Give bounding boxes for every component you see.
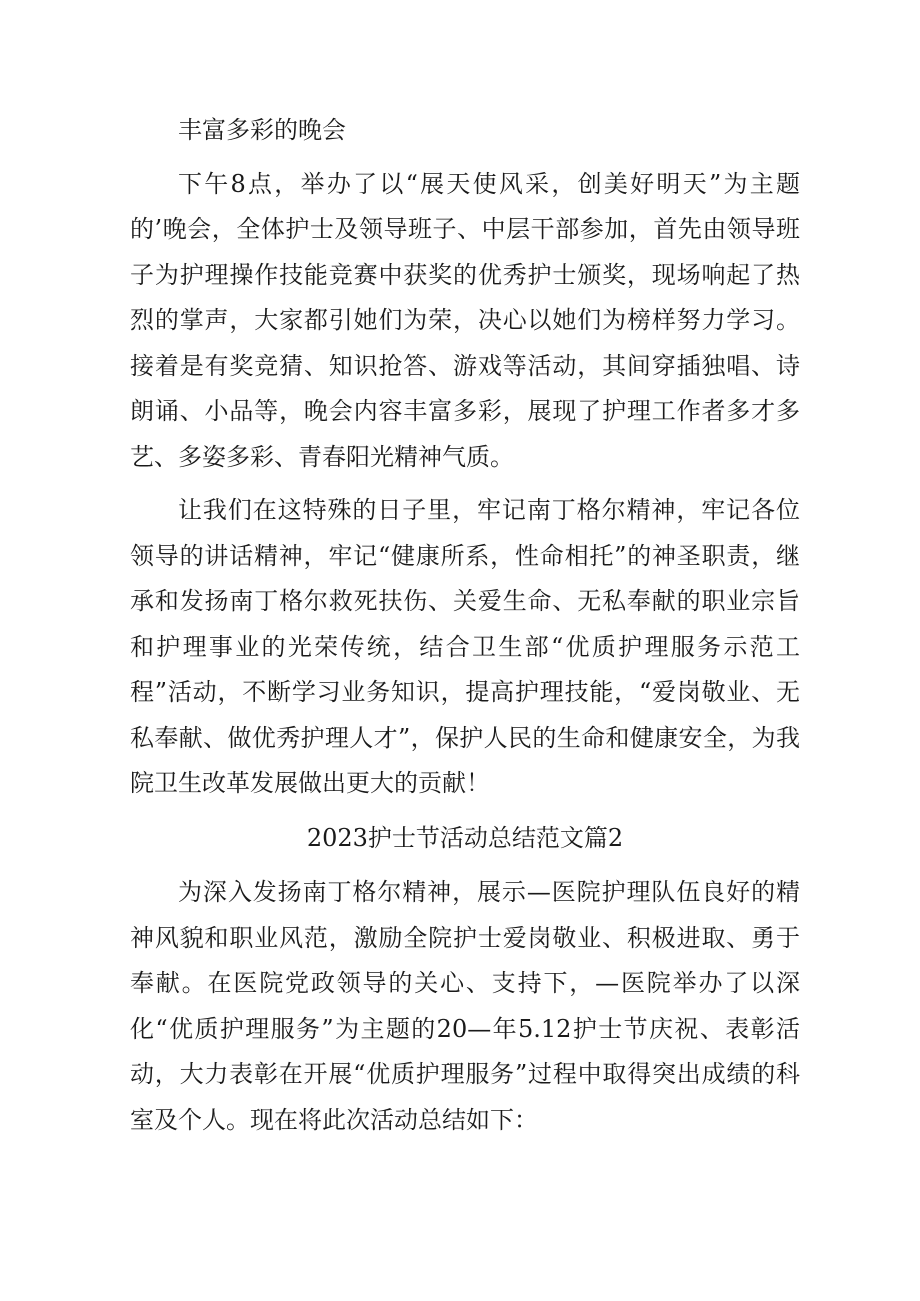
section-title: 2023护士节活动总结范文篇2 [306, 823, 624, 852]
paragraph-closing: 让我们在这特殊的日子里，牢记南丁格尔精神，牢记各位领导的讲话精神，牢记“健康所系，性命相托”的神圣职责，继承和发扬南丁格尔救死扶伤、关爱生命、无私奉献的职业宗旨和护理事业的光荣传统，结合卫生部“优质护理服务示范工程”活动，不断学习业务知识，提高护理技能，“爱岗敬业、无私奉献、做优秀护理人才”，保护人民的生命和健康安全，为我院卫生改革发展做出更大的贡献！ [130, 496, 800, 797]
paragraph-intro-section-2: 为深入发扬南丁格尔精神，展示—医院护理队伍良好的精神风貌和职业风范，激励全院护士爱岗敬业、积极进取、勇于奉献。在医院党政领导的关心、支持下，—医院举办了以深化“优质护理服务”为主题的20—年5.12护士节庆祝、表彰活动，大力表彰在开展“优质护理服务”过程中取得突出成绩的科室及个人。现在将此次活动总结如下： [130, 878, 800, 1134]
subheading-evening-party: 丰富多彩的晚会 [178, 116, 346, 144]
document-body [130, 108, 800, 1143]
paragraph-evening-party: 下午8点，举办了以“展天使风采，创美好明天”为主题的’晚会，全体护士及领导班子、中层干部参加，首先由领导班子为护理操作技能竞赛中获奖的优秀护士颁奖，现场响起了热烈的掌声，大家都引她们为荣，决心以她们为榜样努力学习。接着是有奖竞猜、知识抢答、游戏等活动，其间穿插独唱、诗朗诵、小品等，晚会内容丰富多彩，展现了护理工作者多才多艺、多姿多彩、青春阳光精神气质。 [130, 169, 800, 471]
